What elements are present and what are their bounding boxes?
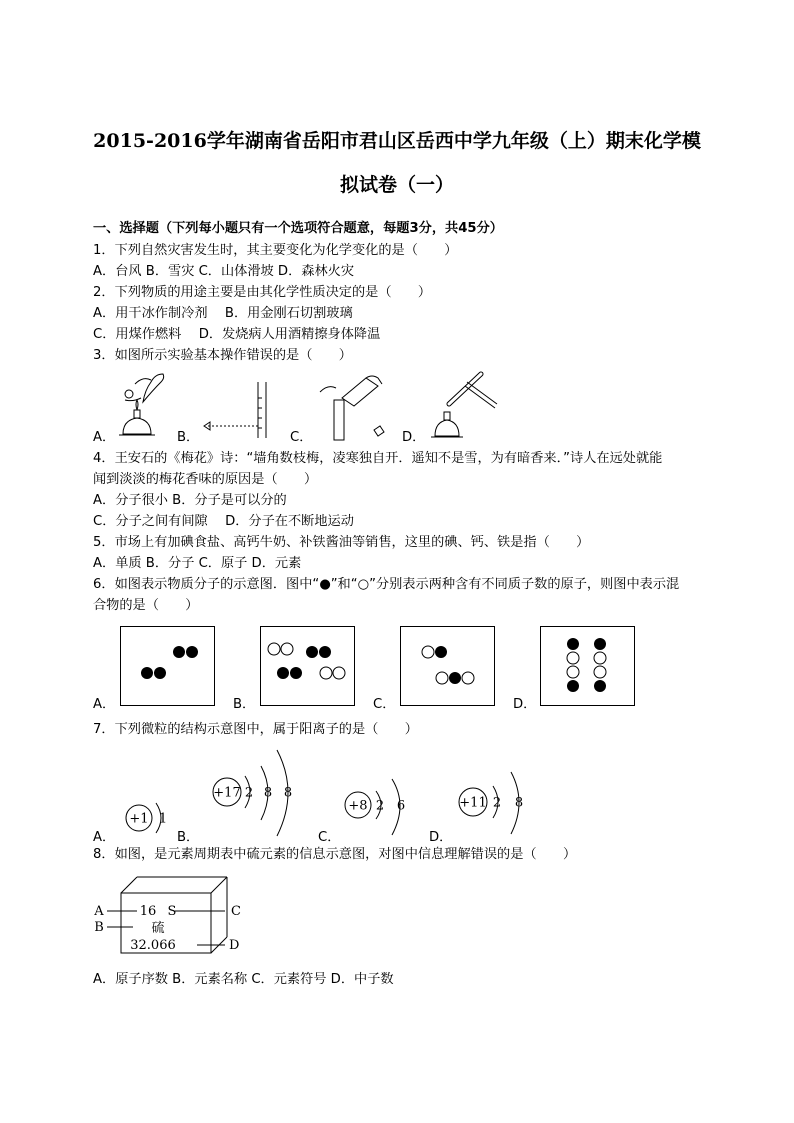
q7-atom-a-shell-1: 1 (158, 811, 168, 827)
q1-stem: 1．下列自然灾害发生时，其主要变化为化学变化的是（ ） (93, 243, 458, 258)
q7-label-a: A． (93, 830, 116, 845)
q2-stem: 2．下列物质的用途主要是由其化学性质决定的是（ ） (93, 285, 432, 300)
q7-atom-b-shell-2: 8 (263, 785, 273, 801)
q1-options: A．台风 B．雪灾 C．山体滑坡 D．森林火灾 (93, 264, 355, 279)
q8-element-symbol: S (167, 904, 177, 919)
q7-atom-b-diagram (205, 740, 305, 840)
q7-atom-b-nucleus: +17 (213, 785, 241, 801)
q6-stem-line2: 合物的是（ ） (93, 598, 199, 613)
q7-atom-d-shell-1: 2 (492, 795, 502, 811)
q5-options: A．单质 B．分子 C．原子 D．元素 (93, 556, 302, 571)
q7-label-c: C． (318, 830, 341, 845)
q3-figure-b-graduated-cylinder-reading (200, 378, 280, 440)
q8-pointer-c: C (231, 904, 241, 919)
q7-atom-a-nucleus: +1 (129, 811, 149, 827)
q3-figure-d-heating-test-tube (425, 368, 505, 442)
q4-stem-line2: 闻到淡淡的梅花香味的原因是（ ） (93, 472, 318, 487)
q6-label-a: A． (93, 697, 116, 712)
section-heading: 一、选择题（下列每小题只有一个选项符合题意，每题3分，共45分） (93, 221, 503, 236)
q8-pointer-b: B (94, 920, 104, 935)
q6-figure-a-molecules (120, 626, 215, 706)
q3-label-b: B． (177, 430, 200, 445)
q7-atom-d-diagram (455, 768, 535, 838)
q7-atom-b-shell-1: 2 (244, 785, 254, 801)
q8-element-name: 硫 (151, 921, 165, 936)
q7-label-b: B． (177, 830, 200, 845)
q7-atom-c-shell-1: 2 (375, 798, 385, 814)
exam-title-line1: 2015-2016学年湖南省岳阳市君山区岳西中学九年级（上）期末化学模 (93, 130, 701, 152)
q2-options-line2: C．用煤作燃料 D．发烧病人用酒精擦身体降温 (93, 327, 381, 342)
q6-figure-d-molecules (540, 626, 635, 706)
q6-label-c: C． (373, 697, 396, 712)
exam-title-line2: 拟试卷（一） (339, 174, 454, 196)
q7-atom-c-nucleus: +8 (348, 798, 368, 814)
q6-label-d: D． (513, 697, 537, 712)
q6-figure-b-molecules (260, 626, 355, 706)
q7-atom-c-diagram (340, 775, 420, 841)
q7-atom-d-shell-2: 8 (514, 795, 524, 811)
q8-options: A．原子序数 B．元素名称 C．元素符号 D．中子数 (93, 972, 394, 987)
q5-stem: 5．市场上有加碘食盐、高钙牛奶、补铁酱油等销售，这里的碘、钙、铁是指（ ） (93, 535, 590, 550)
q3-label-c: C． (290, 430, 313, 445)
q3-label-a: A． (93, 430, 116, 445)
q7-atom-a-diagram (120, 795, 180, 841)
q7-atom-c-shell-2: 6 (396, 798, 406, 814)
q8-pointer-a: A (94, 904, 104, 919)
q3-figure-a-alcohol-lamp-lighting (115, 372, 175, 442)
q7-atom-b-shell-3: 8 (283, 785, 293, 801)
q6-stem-line1: 6．如图表示物质分子的示意图．图中“●”和“○”分别表示两种含有不同质子数的原子，则图中表示混 (93, 577, 680, 592)
q6-label-b: B． (233, 697, 256, 712)
q8-sulfur-periodic-cell (93, 873, 253, 963)
q6-figure-c-molecules (400, 626, 495, 706)
q3-figure-c-pouring-liquid (312, 372, 392, 442)
q7-atom-d-nucleus: +11 (459, 795, 487, 811)
q8-pointer-d: D (229, 938, 240, 953)
q4-stem-line1: 4．王安石的《梅花》诗：“墙角数枝梅，凌寒独自开．遥知不是雪，为有暗香来．”诗人在远处就能 (93, 451, 663, 466)
q4-options-line2: C．分子之间有间隙 D．分子在不断地运动 (93, 514, 354, 529)
q8-atomic-number: 16 (139, 904, 157, 919)
q7-stem: 7．下列微粒的结构示意图中，属于阳离子的是（ ） (93, 722, 418, 737)
q8-stem: 8．如图，是元素周期表中硫元素的信息示意图，对图中信息理解错误的是（ ） (93, 847, 577, 862)
q8-atomic-mass: 32.066 (130, 938, 176, 953)
q7-label-d: D． (429, 830, 453, 845)
q4-options-line1: A．分子很小 B．分子是可以分的 (93, 493, 287, 508)
q2-options-line1: A．用干冰作制冷剂 B．用金刚石切割玻璃 (93, 306, 353, 321)
q3-label-d: D． (402, 430, 426, 445)
q3-stem: 3．如图所示实验基本操作错误的是（ ） (93, 348, 352, 363)
